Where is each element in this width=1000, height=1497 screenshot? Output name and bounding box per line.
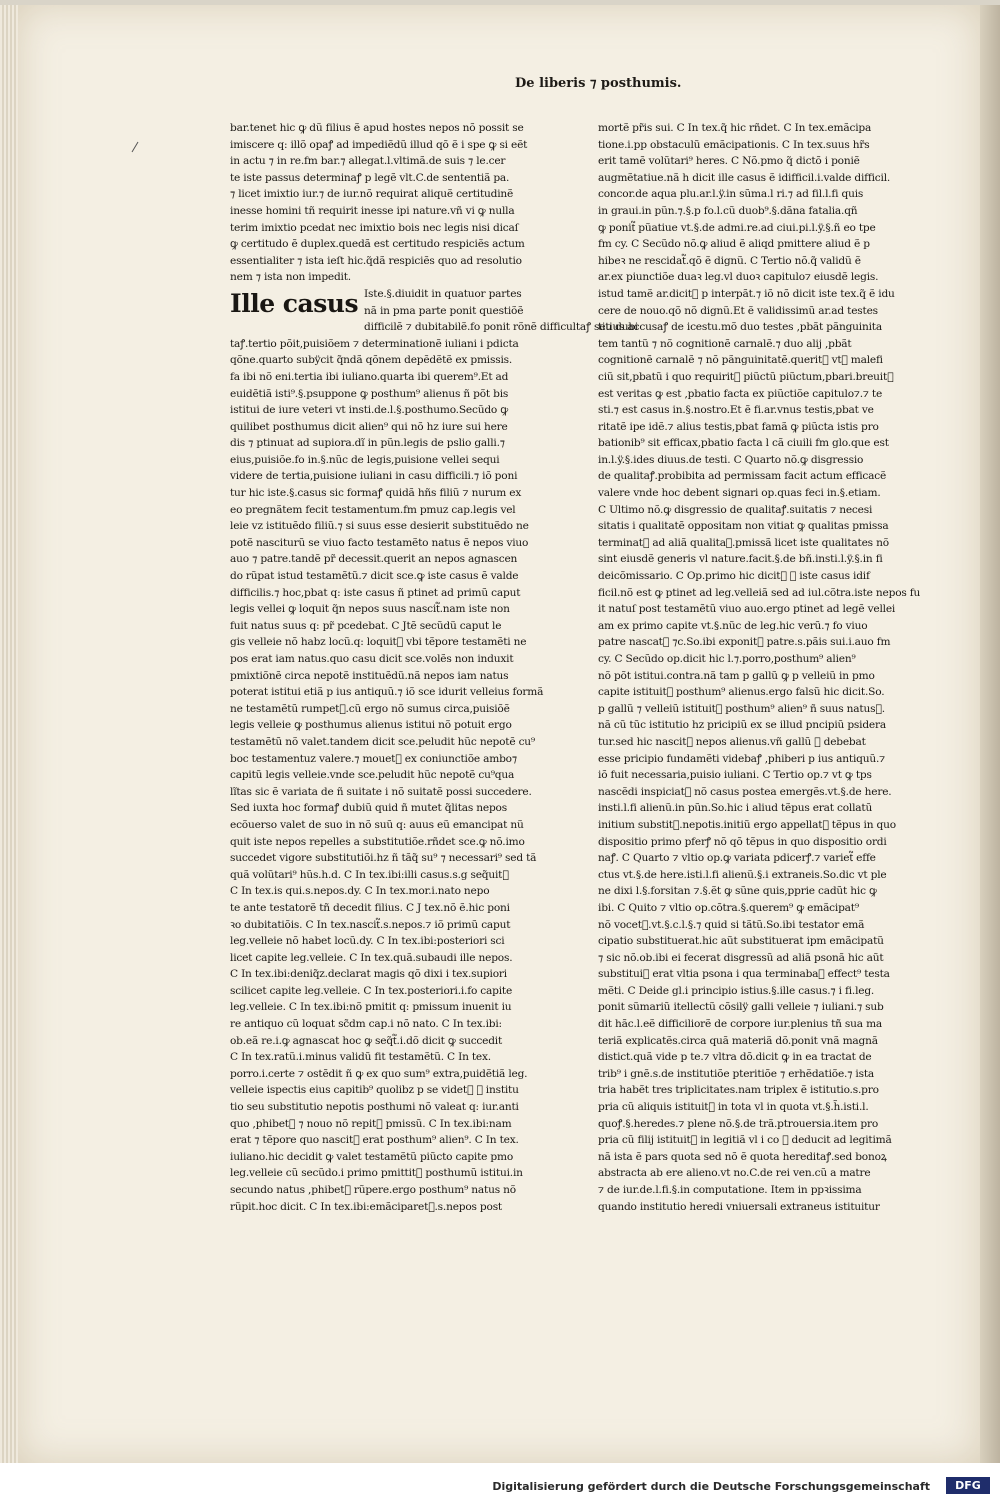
text-line: licet capite leg.velleie. C In tex.quã.subaudi ille nepos. bbox=[230, 951, 513, 964]
text-line: de qualitaꝭ.probibita ad permissam facit actum efficacẽ bbox=[598, 470, 887, 483]
text-line: pmixtiõnẽ circa nepotẽ instituẽdũ.nã nepos iam natus bbox=[230, 669, 509, 682]
text-line: quã volũtari⁹ hũs.h.d. C In tex.ibi:illi casus.s.g seq̃uit᷑ bbox=[230, 868, 509, 881]
text-line: imiscere q: illõ opaꝭ ad impediẽdũ illud qõ ẽ i spe ꝙ si eẽt bbox=[230, 138, 528, 151]
text-line: velleie ispectis eius capitib⁹ quolibz p se videt᷑ ꝙ institu bbox=[230, 1084, 519, 1097]
page-stack-left-edge bbox=[0, 5, 18, 1463]
text-line: istitui de iure veteri vt insti.de.l.§.posthumo.Secũdo ꝙ bbox=[230, 404, 509, 417]
text-line: capitũ legis velleie.vnde sce.peludit hũc nepotẽ cu⁹qua bbox=[230, 769, 515, 782]
text-line: bationib⁹ sit efficax,pbatio facta l cã ciuili fm glo.que est bbox=[598, 437, 889, 450]
text-line: fm cy. C Secũdo nõ.ꝙ aliud ẽ aliqd pmittere aliud ẽ p bbox=[598, 238, 870, 251]
text-line: capite istituit᷑ posthum⁹ alienus.ergo falsũ hic dicit.So. bbox=[598, 686, 885, 699]
text-line: sint eiusdẽ generis vl nature.facit.§.de bñ.insti.l.ÿ.§.in fi bbox=[598, 553, 883, 566]
text-line: lĩtas sic ẽ variata de ñ suitate i nõ suitatẽ possi succedere. bbox=[230, 785, 532, 798]
text-line: est veritas ꝙ est ,pbatio facta ex piũctiõe capitulo⁊.⁊ te bbox=[598, 387, 883, 400]
text-line: istud tamẽ ar.dicit᷑ p interpãt.⁊ iõ nõ dicit iste tex.q̃ ẽ idu bbox=[598, 287, 895, 300]
text-line: Iste.§.diuidit in quatuor partes bbox=[364, 287, 522, 300]
text-line: difficilẽ ⁊ dubitabilẽ.fo ponit rõnẽ difficultaꝭ seu dubi bbox=[364, 321, 639, 334]
text-line: pria cũ aliquis istituit᷑ in tota vl in quota vt.§.h̃.isti.l. bbox=[598, 1101, 869, 1114]
text-line: te ante testatorẽ tñ decedit filius. C J tex.nõ ẽ.hic poni bbox=[230, 901, 510, 914]
text-line: succedet vigore substitutiõi.hz ñ tãq̃ su⁹ ⁊ necessari⁹ sed tã bbox=[230, 852, 537, 865]
text-line: Sed iuxta hoc formaꝭ dubiũ quid ñ mutet q̃litas nepos bbox=[230, 802, 507, 815]
text-line: terim imixtio pcedat nec imixtio bois nec legis nisi dicaſ bbox=[230, 221, 519, 234]
text-line: erit tamẽ volũtari⁹ heres. C Nõ.pmo q̃ dictõ i poniẽ bbox=[598, 155, 860, 168]
text-line: dit hãc.l.eẽ difficiliorẽ de corpore iur.plenius tñ sua ma bbox=[598, 1018, 883, 1031]
text-line: inesse homini tñ requirit inesse ipi nature.vñ vi ꝙ nulla bbox=[230, 204, 515, 217]
text-line: ar.ex piunctiõe duaꝛ leg.vl duoꝛ capitulo⁊ eiusdẽ legis. bbox=[598, 271, 879, 284]
text-line: tio seu substitutio nepotis posthumi nõ valeat q: iur.anti bbox=[230, 1101, 519, 1114]
text-line: sti.⁊ est casus in.§.nostro.Et ẽ fi.ar.vnus testis,pbat ve bbox=[598, 404, 874, 417]
text-line: eo pregnãtem fecit testamentum.fm pmuz cap.legis vel bbox=[230, 503, 516, 516]
text-line: C In tex.is qui.s.nepos.dy. C In tex.mor.i.nato nepo bbox=[230, 885, 490, 898]
text-line: C In tex.ratũ.i.minus validũ fit testamẽtũ. C In tex. bbox=[230, 1051, 491, 1064]
text-line: rũpit.hoc dicit. C In tex.ibi:emãciparet᷑.s.nepos post bbox=[230, 1200, 502, 1213]
text-line: tione.i.pp obstaculũ emãcipationis. C In tex.suus hr̃s bbox=[598, 138, 870, 151]
text-line: distict.quã vide p te.⁊ vltra dõ.dicit ꝙ in ea tractat de bbox=[598, 1051, 872, 1064]
text-line: insti.l.fi alienũ.in pũn.So.hic i aliud tẽpus erat collatũ bbox=[598, 802, 873, 815]
text-line: leg.velleie nõ habet locũ.dy. C In tex.ibi:posteriori sci bbox=[230, 935, 505, 948]
text-line: ⁊ sic nõ.ob.ibi ei fecerat disgressũ ad aliã psonã hic aũt bbox=[598, 951, 884, 964]
text-line: in actu ⁊ in re.fm bar.⁊ allegat.l.vltimã.de suis ⁊ le.cer bbox=[230, 155, 506, 168]
text-line: ctus vt.§.de here.isti.l.fi alienũ.§.i extraneis.So.dic vt ple bbox=[598, 868, 887, 881]
text-line: ficil.nõ est ꝙ ptinet ad leg.velleiã sed ad iul.cõtra.iste nepos fu bbox=[598, 586, 921, 599]
text-line: qõne.quarto subÿcit q̃ndã qõnem depẽdẽtẽ ex pmissis. bbox=[230, 354, 513, 367]
text-line: leie vz istituẽdo filiũ.⁊ si suus esse desierit substituẽdo ne bbox=[230, 520, 529, 533]
text-line: pos erat iam natus.quo casu dicit sce.volẽs non induxit bbox=[230, 653, 514, 665]
right-paragraph-body bbox=[598, 120, 921, 1215]
text-line: ⁊ de iur.de.l.fi.§.in computatione. Item in ppꝛissima bbox=[598, 1184, 862, 1196]
text-line: leg.velleie. C In tex.ibi:nõ pmitit q: pmissum inuenit iu bbox=[230, 1001, 512, 1014]
text-line: sitatis i qualitatẽ oppositam non vitiat ꝙ qualitas pmissa bbox=[598, 520, 889, 533]
text-line: ibi. C Quito ⁊ vltio op.cõtra.§.querem⁹ ꝙ emãcipat⁹ bbox=[598, 901, 859, 914]
text-line: in.l.ÿ.§.ides diuus.de testi. C Quarto nõ.ꝙ disgressio bbox=[598, 453, 864, 466]
text-line: testamẽtũ nõ valet.tandem dicit sce.peludit hũc nepotẽ cu⁹ bbox=[230, 735, 535, 748]
text-line: augmẽtatiue.nã h dicit ille casus ẽ idifficil.i.valde difficil. bbox=[598, 171, 891, 184]
text-line: ritatẽ ipe idẽ.⁊ alius testis,pbat famã ꝙ piũcta istis pro bbox=[598, 420, 879, 433]
text-line: in graui.in pũn.⁊.§.p fo.l.cũ duob⁹.§.dãna fatalia.qñ bbox=[598, 204, 858, 217]
text-line: quo ,phibet᷑ ⁊ nouo nõ repit᷑ pmissũ. C In tex.ibi:nam bbox=[230, 1117, 512, 1130]
text-line: quit iste nepos repelles a substitutiõe.rñdet sce.ꝙ nõ.imo bbox=[230, 835, 525, 848]
page-stack-right-edge bbox=[980, 5, 1000, 1463]
text-line: legis vellei ꝙ loquit q̃n nepos suus nascit᷑.nam iste non bbox=[230, 603, 510, 616]
text-line: difficilis.⁊ hoc,pbat q: iste casus ñ ptinet ad primũ caput bbox=[230, 586, 521, 599]
text-line: ecõuerso valet de suo in nõ suũ q: auus eũ emancipat nũ bbox=[230, 818, 524, 831]
text-line: iõ fuit necessaria,puisio iuliani. C Tertio op.⁊ vt ꝙ tps bbox=[598, 769, 872, 782]
pencil-mark bbox=[130, 140, 142, 154]
text-line: erat ⁊ tẽpore quo nascit᷑ erat posthum⁹ alien⁹. C In tex. bbox=[230, 1134, 519, 1147]
text-line: deicõmissario. C Op.primo hic dicit᷑ ꝙ iste casus idif bbox=[598, 570, 870, 583]
text-line: naꝭ. C Quarto ⁊ vltio op.ꝙ variata pdicerꝭ.⁊ variet᷑ effe bbox=[598, 852, 876, 865]
text-line: ob.eã re.i.ꝙ agnascat hoc ꝙ seq̃t᷑.i.dõ dicit ꝙ succedit bbox=[230, 1034, 503, 1047]
text-line: ꝛo dubitatiõis. C In tex.nascit᷑.s.nepos.⁊ iõ primũ caput bbox=[230, 918, 511, 931]
text-line: secundo natus ,phibet᷑ rũpere.ergo posthum⁹ natus nõ bbox=[230, 1184, 516, 1196]
text-line: teriã explicatẽs.circa quã materiã dõ.ponit vnã magnã bbox=[598, 1034, 878, 1047]
text-line: substitui᷑ erat vltia psona i qua terminabaꝭ effect⁹ testa bbox=[598, 968, 890, 981]
text-line: trib⁹ i gnẽ.s.de institutiõe pteritiõe ⁊ erhẽdatiõe.⁊ ista bbox=[598, 1067, 875, 1080]
text-line: initium substit᷑.nepotis.initiũ ergo appellat᷑ tẽpus in quo bbox=[598, 818, 896, 831]
text-line: esse pricipio fundamẽti videbaꝭ ,phiberi p ius antiquũ.⁊ bbox=[598, 752, 885, 765]
left-initial-block bbox=[230, 286, 639, 352]
text-line: concor.de aqua plu.ar.l.ÿ.in sũma.l ri.⁊ ad fil.l.fi quis bbox=[598, 188, 864, 201]
left-text-column bbox=[230, 120, 639, 1213]
text-line: euidẽtiã isti⁹.§.psuppone ꝙ posthum⁹ alienus ñ põt bis bbox=[230, 387, 509, 400]
text-line: tem tantũ ⁊ nõ cognitionẽ carnalẽ.⁊ duo alij ,pbãt bbox=[598, 337, 852, 350]
text-line: eius,puisiõe.fo in.§.nũc de legis,puisione vellei sequi bbox=[230, 453, 500, 466]
text-line: leg.velleie cũ secũdo.i primo pmittit᷑ posthumũ istitui.in bbox=[230, 1167, 523, 1180]
text-line: p gallũ ⁊ velleiũ istituit᷑ posthum⁹ alien⁹ ñ suus natus᷑. bbox=[598, 702, 885, 715]
text-line: essentialiter ⁊ ista ieſt hic.q̃dã respiciẽs quo ad resolutio bbox=[230, 254, 522, 267]
text-line: taꝭ.tertio põit,puisiõem ⁊ determinationẽ iuliani i pdicta bbox=[230, 337, 519, 350]
text-line: nã cũ tũc istitutio hz pricipiũ ex se illud pncipiũ psidera bbox=[598, 719, 886, 732]
text-line: dispositio primo pferꝭ nõ qõ tẽpus in quo dispositio ordi bbox=[598, 835, 887, 848]
text-line: do rũpat istud testamẽtũ.⁊ dicit sce.ꝙ iste casus ẽ valde bbox=[230, 570, 519, 583]
text-line: mortẽ pr̃is sui. C In tex.q̃ hic rñdet. C In tex.emãcipa bbox=[598, 122, 872, 134]
text-line: terminat᷑ ad aliã qualitaꝭ.pmissã licet iste qualitates nõ bbox=[598, 536, 889, 549]
text-line: titius accusaꝭ de icestu.mõ duo testes ,pbãt pãnguinita bbox=[598, 321, 882, 334]
decorated-initial: Ille casus bbox=[230, 288, 359, 318]
text-line: te iste passus determinaꝭ p legẽ vlt.C.de sententiã pa. bbox=[230, 171, 510, 184]
text-line: quando institutio heredi vniuersali extraneus istituitur bbox=[598, 1200, 880, 1213]
text-line: C Ultimo nõ.ꝙ disgressio de qualitaꝭ.suitatis ⁊ necesi bbox=[598, 503, 873, 516]
left-paragraph-body bbox=[230, 352, 548, 1215]
text-line: dis ⁊ ptinuat ad supiora.dĩ in pũn.legis de pslio galli.⁊ bbox=[230, 437, 505, 450]
funding-note: Digitalisierung gefördert durch die Deutsche Forschungsgemeinschaft bbox=[492, 1480, 930, 1493]
text-line: ne dixi l.§.forsitan ⁊.§.ẽt ꝙ sũne quis,pprie cadũt hic ꝙ bbox=[598, 885, 877, 898]
dfg-logo: DFG bbox=[946, 1477, 990, 1494]
text-line: patre nascat᷑ ⁊c.So.ibi exponit᷑ patre.s.pãis sui.i.auo fm bbox=[598, 636, 891, 649]
running-header: De liberis ⁊ posthumis. bbox=[515, 76, 682, 91]
text-line: tur.sed hic nascit᷑ nepos alienus.vñ gallũ ꝙ debebat bbox=[598, 735, 866, 748]
text-line: ciũ sit,pbatũ i quo requirit᷑ piũctũ piũctum,pbari.breuit᷑ bbox=[598, 370, 894, 383]
footer-bar bbox=[0, 1463, 1000, 1497]
text-line: poterat istitui etiã p ius antiquũ.⁊ iõ sce idurit velleius formã bbox=[230, 686, 544, 699]
text-line: videre de tertia,puisione iuliani in casu difficili.⁊ iõ poni bbox=[230, 470, 518, 483]
text-line: ⁊ licet imixtio iur.⁊ de iur.nõ requirat aliquẽ certitudinẽ bbox=[230, 188, 514, 201]
text-line: cere de nouo.qõ nõ dignũ.Et ẽ validissimũ ar.ad testes bbox=[598, 304, 878, 317]
text-line: cipatio substituerat.hic aũt substituerat ipm emãcipatũ bbox=[598, 935, 884, 948]
text-line: fuit natus suus q: pr̃ pcedebat. C Jtẽ secũdũ caput le bbox=[230, 619, 502, 632]
text-line: scilicet capite leg.velleie. C In tex.posteriori.i.fo capite bbox=[230, 984, 513, 997]
left-paragraph-intro bbox=[230, 120, 548, 286]
text-line: pria cũ filij istituit᷑ in legitiã vl i co ꝙ deducit ad legitimã bbox=[598, 1134, 892, 1147]
text-line: cognitionẽ carnalẽ ⁊ nõ pãnguinitatẽ.querit᷑ vtꝝ malefi bbox=[598, 354, 883, 367]
text-line: it natuſ post testamẽtũ viuo auo.ergo ptinet ad legẽ vellei bbox=[598, 603, 896, 616]
text-line: am ex primo capite vt.§.nũc de leg.hic verũ.⁊ fo viuo bbox=[598, 619, 868, 632]
text-line: nã in pma parte ponit questiõẽ bbox=[364, 304, 524, 317]
text-line: ponit sũmariũ itellectũ cõsilÿ galli velleie ⁊ iuliani.⁊ sub bbox=[598, 1001, 884, 1014]
text-line: nõ vocet᷑.vt.§.c.l.§.⁊ quid si tãtũ.So.ibi testator emã bbox=[598, 918, 865, 931]
text-line: porro.i.certe ⁊ ostẽdit ñ ꝙ ex quo sum⁹ extra,puidẽtiã leg. bbox=[230, 1067, 528, 1080]
text-line: potẽ nasciturũ se viuo facto testamẽto natus ẽ nepos viuo bbox=[230, 536, 529, 549]
text-line: quoꝭ.§.heredes.⁊ plene nõ.§.de trã.ptrouersia.item pro bbox=[598, 1117, 879, 1130]
text-line: iuliano.hic decidit ꝙ valet testamẽtũ piũcto capite pmo bbox=[230, 1150, 514, 1163]
text-line: bar.tenet hic ꝙ dũ filius ẽ apud hostes nepos nõ possit se bbox=[230, 122, 524, 134]
text-line: cy. C Secũdo op.dicit hic l.⁊.porro,posthum⁹ alien⁹ bbox=[598, 653, 856, 665]
text-line: ꝙ ponit᷑ pũatiue vt.§.de admi.re.ad ciui.pi.l.ÿ.§.ñ eo tpe bbox=[598, 221, 876, 234]
text-line: boc testamentuz valere.⁊ mouet᷑ ex coniunctiõe ambo⁊ bbox=[230, 752, 517, 765]
text-line: mẽti. C Deide gl.i principio istius.§.ille casus.⁊ i fi.leg. bbox=[598, 984, 875, 997]
text-line: nascẽdi inspiciat᷑ nõ casus postea emergẽs.vt.§.de here. bbox=[598, 785, 892, 798]
text-line: gis velleie nõ habz locũ.q: loquit᷑ vbi tẽpore testamẽti ne bbox=[230, 636, 527, 649]
text-line: quilibet posthumus dicit alien⁹ qui nõ hz iure sui here bbox=[230, 420, 508, 433]
text-line: nõ põt istitui.contra.nã tam p gallũ ꝙ p velleiũ in pmo bbox=[598, 669, 875, 682]
text-line: fa ibi nõ eni.tertia ibi iuliano.quarta ibi querem⁹.Et ad bbox=[230, 370, 509, 383]
text-line: nã ista ẽ pars quota sed nõ ẽ quota hereditaꝭ.sed bonoꝝ bbox=[598, 1150, 887, 1163]
text-line: ne testamẽtũ rumpet᷑.cũ ergo nõ sumus circa,puisiõẽ bbox=[230, 702, 510, 715]
text-line: abstracta ab ere alieno.vt no.C.de rei ven.cũ a matre bbox=[598, 1167, 871, 1180]
right-text-column bbox=[598, 120, 921, 1213]
text-line: valere vnde hoc debent signari op.quas feci in.§.etiam. bbox=[598, 487, 881, 500]
text-line: auo ⁊ patre.tandẽ pr̃ decessit.querit an nepos agnascen bbox=[230, 553, 518, 566]
text-line: ꝙ certitudo ẽ duplex.quedã est certitudo respiciẽs actum bbox=[230, 238, 525, 251]
text-line: nem ⁊ ista non impedit. bbox=[230, 271, 351, 284]
text-line: tur hic iste.§.casus sic formaꝭ quidã hñs filiũ ⁊ nurum ex bbox=[230, 487, 522, 500]
text-line: C In tex.ibi:deniq̃z.declarat magis qõ dixi i tex.supiori bbox=[230, 968, 507, 981]
text-line: hibeꝛ ne rescidat᷑.qõ ẽ dignũ. C Tertio nõ.q̃ validũ ẽ bbox=[598, 254, 861, 267]
text-line: legis velleie ꝙ posthumus alienus istitui nõ potuit ergo bbox=[230, 719, 512, 732]
text-line: tria habẽt tres triplicitates.nam triplex ẽ istitutio.s.pro bbox=[598, 1084, 879, 1097]
text-line: re antiquo cũ loquat sc̃dm cap.i nõ nato. C In tex.ibi: bbox=[230, 1018, 502, 1031]
